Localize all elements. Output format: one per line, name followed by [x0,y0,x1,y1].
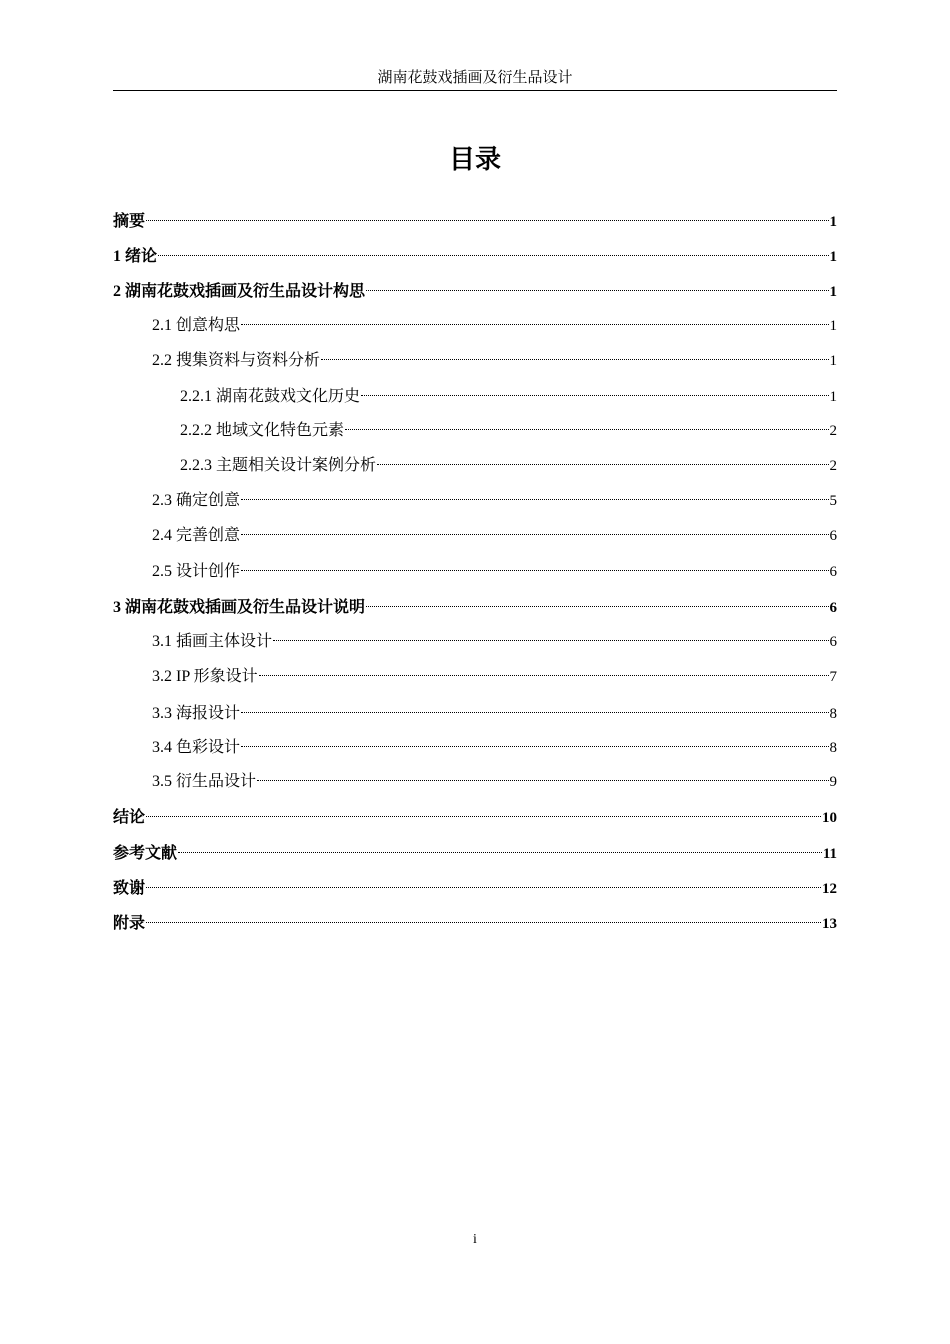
toc-page-number: 5 [829,493,837,509]
toc-leader [241,746,828,747]
page-title: 目录 [448,145,501,175]
toc-entry[interactable] [152,561,837,583]
toc-entry-title: 3.4 色彩设计 [152,739,241,756]
toc-page-number: 1 [829,318,837,334]
toc-page-number: 1 [829,214,837,230]
toc-page-number: 1 [829,249,837,265]
toc-entry-title: 2.1 创意构思 [152,317,241,334]
toc-page-number: 8 [829,706,837,722]
page-footer-number: i [473,1232,477,1247]
toc-entry[interactable] [152,350,837,372]
toc-leader [366,290,828,291]
toc-entry-title: 2.2 搜集资料与资料分析 [152,352,321,369]
toc-page-number: 6 [829,564,837,580]
toc-entry-title: 2.3 确定创意 [152,492,241,509]
toc-entry-title: 3.1 插画主体设计 [152,633,273,650]
toc-entry-title: 3.2 IP 形象设计 [152,668,258,685]
toc-entry-title: 2.4 完善创意 [152,527,241,544]
toc-leader [241,534,828,535]
toc-entry[interactable] [152,631,837,653]
toc-entry-title: 2.2.2 地域文化特色元素 [180,422,345,439]
toc-entry[interactable] [152,666,837,688]
toc-entry-title: 3.5 衍生品设计 [152,773,257,790]
toc-leader [146,816,821,817]
toc-entry-title: 2.2.1 湖南花鼓戏文化历史 [180,388,361,405]
toc-page-number: 7 [829,669,837,685]
toc-entry-title: 2 湖南花鼓戏插画及衍生品设计构思 [113,281,366,300]
toc-page-number: 2 [829,458,837,474]
toc-page-number: 1 [829,389,837,405]
toc-entry-title: 摘要 [113,211,146,230]
toc-leader [146,922,821,923]
toc-entry-title: 3 湖南花鼓戏插画及衍生品设计说明 [113,597,366,616]
toc-page-number: 8 [829,740,837,756]
toc-entry[interactable] [113,806,837,828]
toc-entry[interactable] [113,842,837,864]
toc-leader [377,464,828,465]
toc-entry[interactable] [113,912,837,934]
toc-page-number: 10 [822,810,837,826]
toc-leader [241,712,828,713]
toc-entry[interactable] [180,420,837,442]
toc-entry[interactable] [152,315,837,337]
toc-page-number: 1 [829,284,837,300]
toc-leader [146,887,821,888]
toc-leader [146,220,828,221]
toc-entry-title: 参考文献 [113,843,178,862]
toc-leader [241,499,828,500]
toc-leader [158,255,828,256]
toc-page-number: 12 [822,881,837,897]
toc-leader [345,429,828,430]
toc-leader [361,395,828,396]
toc-entry-title: 2.5 设计创作 [152,563,241,580]
toc-page-number: 13 [822,916,837,932]
toc-leader [321,359,828,360]
toc-entry-title: 3.3 海报设计 [152,703,241,722]
toc-entry-title: 1 绪论 [113,246,158,265]
toc-page-number: 11 [822,846,837,862]
toc-page-number: 2 [829,423,837,439]
toc-entry[interactable] [180,455,837,477]
toc-page-number: 9 [829,774,837,790]
running-header: 湖南花鼓戏插画及衍生品设计 [113,68,837,91]
toc-page-number: 6 [829,634,837,650]
toc-page-number: 6 [829,600,837,616]
toc-entry-title: 致谢 [113,878,146,897]
toc-entry[interactable] [113,210,837,232]
toc-entry-title: 附录 [113,913,146,932]
toc-entry[interactable] [152,490,837,512]
toc-entry[interactable] [152,702,837,724]
toc-page-number: 6 [829,528,837,544]
toc-entry[interactable] [152,771,837,793]
toc-entry[interactable] [113,877,837,899]
toc-page-number: 1 [829,353,837,369]
toc-entry-title: 2.2.3 主题相关设计案例分析 [180,457,377,474]
toc-leader [241,324,828,325]
toc-leader [259,675,829,676]
toc-entry[interactable] [113,280,837,302]
toc-leader [257,780,828,781]
toc-entry[interactable] [180,386,837,408]
toc-entry[interactable] [113,245,837,267]
toc-entry[interactable] [152,525,837,547]
toc-leader [273,640,828,641]
toc-entry[interactable] [152,737,837,759]
toc-leader [241,570,828,571]
toc-entry-title: 结论 [113,807,146,826]
toc-leader [366,606,828,607]
toc-entry[interactable] [113,596,837,618]
toc-leader [178,852,822,853]
